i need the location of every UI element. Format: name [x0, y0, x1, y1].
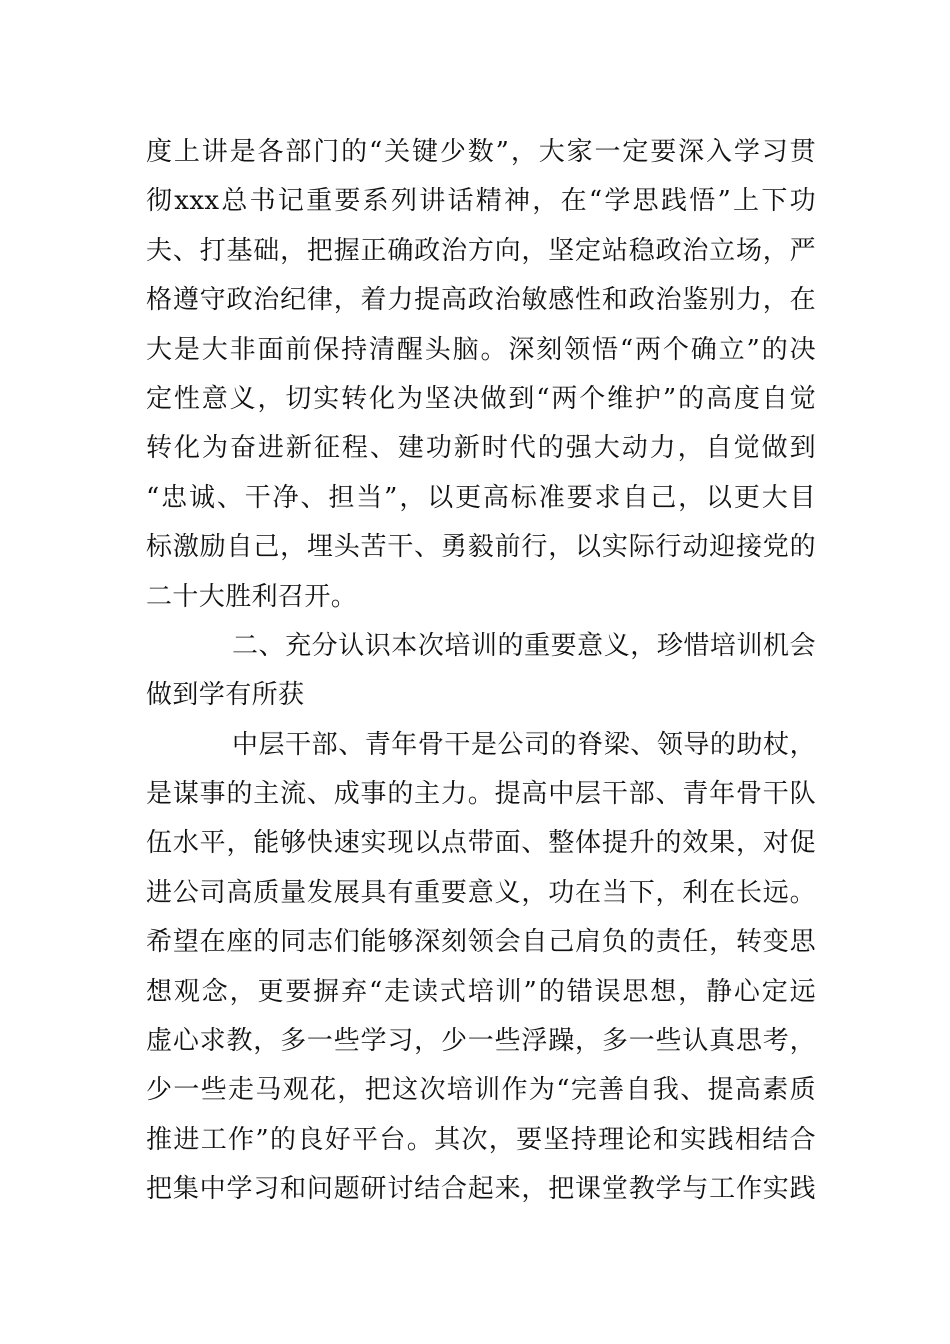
paragraph-line: 度上讲是各部门的“关键少数”，大家一定要深入学习贯 — [146, 137, 816, 167]
paragraph-line: 定性意义，切实转化为坚决做到“两个维护”的高度自觉 — [146, 383, 816, 414]
paragraph-line: 大是大非面前保持清醒头脑。深刻领悟“两个确立”的决 — [146, 334, 816, 365]
paragraph-line: 转化为奋进新征程、建功新时代的强大动力，自觉做到 — [146, 433, 816, 464]
paragraph-line: 夫、打基础，把握正确政治方向，坚定站稳政治立场，严 — [146, 235, 816, 266]
paragraph-line: 想观念，更要摒弃“走读式培训”的错误思想，静心定远 — [146, 976, 816, 1007]
paragraph-line: 格遵守政治纪律，着力提高政治敏感性和政治鉴别力，在 — [146, 285, 816, 316]
section-heading-line-last: 做到学有所获 — [146, 680, 305, 711]
paragraph-line: 标激励自己，埋头苦干、勇毅前行，以实际行动迎接党的 — [146, 532, 816, 563]
paragraph-line: 少一些走马观花，把这次培训作为“完善自我、提高素质 — [146, 1075, 816, 1106]
paragraph-line-last: 二十大胜利召开。 — [146, 581, 358, 612]
paragraph-line: 彻xxx总书记重要系列讲话精神，在“学思践悟”上下功 — [146, 186, 816, 217]
document-body — [146, 128, 816, 1215]
paragraph-line: “忠诚、干净、担当”，以更高标准要求自己，以更大目 — [146, 482, 816, 513]
paragraph-line: 推进工作”的良好平台。其次，要坚持理论和实践相结合 — [146, 1124, 816, 1155]
paragraph-line: 把集中学习和问题研讨结合起来，把课堂教学与工作实践 — [146, 1174, 816, 1205]
paragraph-line: 虚心求教，多一些学习，少一些浮躁，多一些认真思考， — [146, 1026, 816, 1057]
paragraph-line: 伍水平，能够快速实现以点带面、整体提升的效果，对促 — [146, 828, 816, 859]
section-heading-line: 二、充分认识本次培训的重要意义，珍惜培训机会 — [232, 630, 816, 661]
paragraph-line: 进公司高质量发展具有重要意义，功在当下，利在长远。 — [146, 877, 816, 908]
paragraph-line: 希望在座的同志们能够深刻领会自己肩负的责任，转变思 — [146, 927, 816, 958]
paragraph-line: 是谋事的主流、成事的主力。提高中层干部、青年骨干队 — [146, 779, 816, 810]
paragraph-first-line: 中层干部、青年骨干是公司的脊梁、领导的助杖， — [232, 729, 816, 760]
